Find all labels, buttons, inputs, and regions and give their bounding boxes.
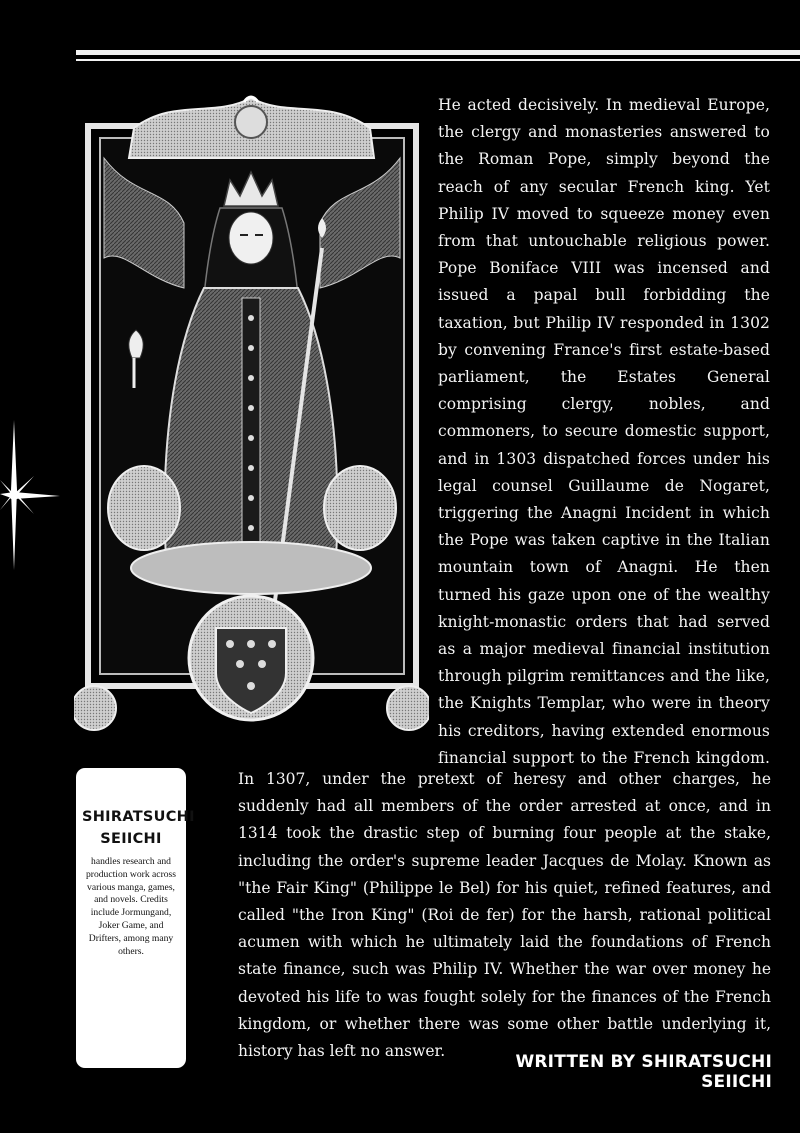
top-divider [76, 50, 800, 64]
author-bio-card [76, 768, 195, 1068]
article-column-text: He acted decisively. In medieval Europe, the clergy and monasteries answered to the Roman Pope, simply beyond the reach of any secular French king. Yet Philip IV moved to squeeze money even from that untouchable religious power. Pope Boniface VIII was incensed and issued a papal bull forbidding the taxation, but Philip IV responded in 1302 by convening France's first estate-based parliament, the Estates General comprising clergy, nobles, and commoners, to secure domestic support, and in 1303 dispatched forces under his legal counsel Guillaume de Nogaret, triggering the Anagni Incident in which the Pope was taken captive in the Italian mountain town of Anagni. He then turned his gaze upon one of the wealthy knight-monastic orders that had served as a major medieval financial institution through pilgrim remittances and the like, the Knights Templar, who were in theory his creditors, having extended enormous financial support to the French kingdom. [438, 96, 770, 767]
author-name [82, 806, 195, 850]
byline: WRITTEN BY SHIRATSUCHI SEIICHI [515, 1052, 772, 1092]
author-name-line1: SHIRATSUCHI [82, 809, 195, 825]
enthroned-monarch-illustration [74, 88, 429, 748]
author-name-line2: SEIICHI [100, 831, 162, 847]
author-bio-text: handles research and production work across various manga, games, and novels. Credits include Jormungand, Joker Game, and Drifters, among many others. [85, 856, 177, 957]
article-bottom-text: In 1307, under the pretext of heresy and other charges, he suddenly had all members of the order arrested at once, and in 1314 took the drastic step of burning four people at the stake, including the order's supreme leader Jacques de Molay. Known as "the Fair King" (Philippe le Bel) for his quiet, refined features, and called "the Iron King" (Roi de fer) for the harsh, rational political acumen with which he ultimately laid the foundations of French state finance, such was Philip IV. Whether the war over money he devoted his life to was fought solely for the finances of the French kingdom, or whether there was some other battle underlying it, history has left no answer. [238, 770, 771, 1061]
sparkle-star-icon [0, 420, 60, 570]
